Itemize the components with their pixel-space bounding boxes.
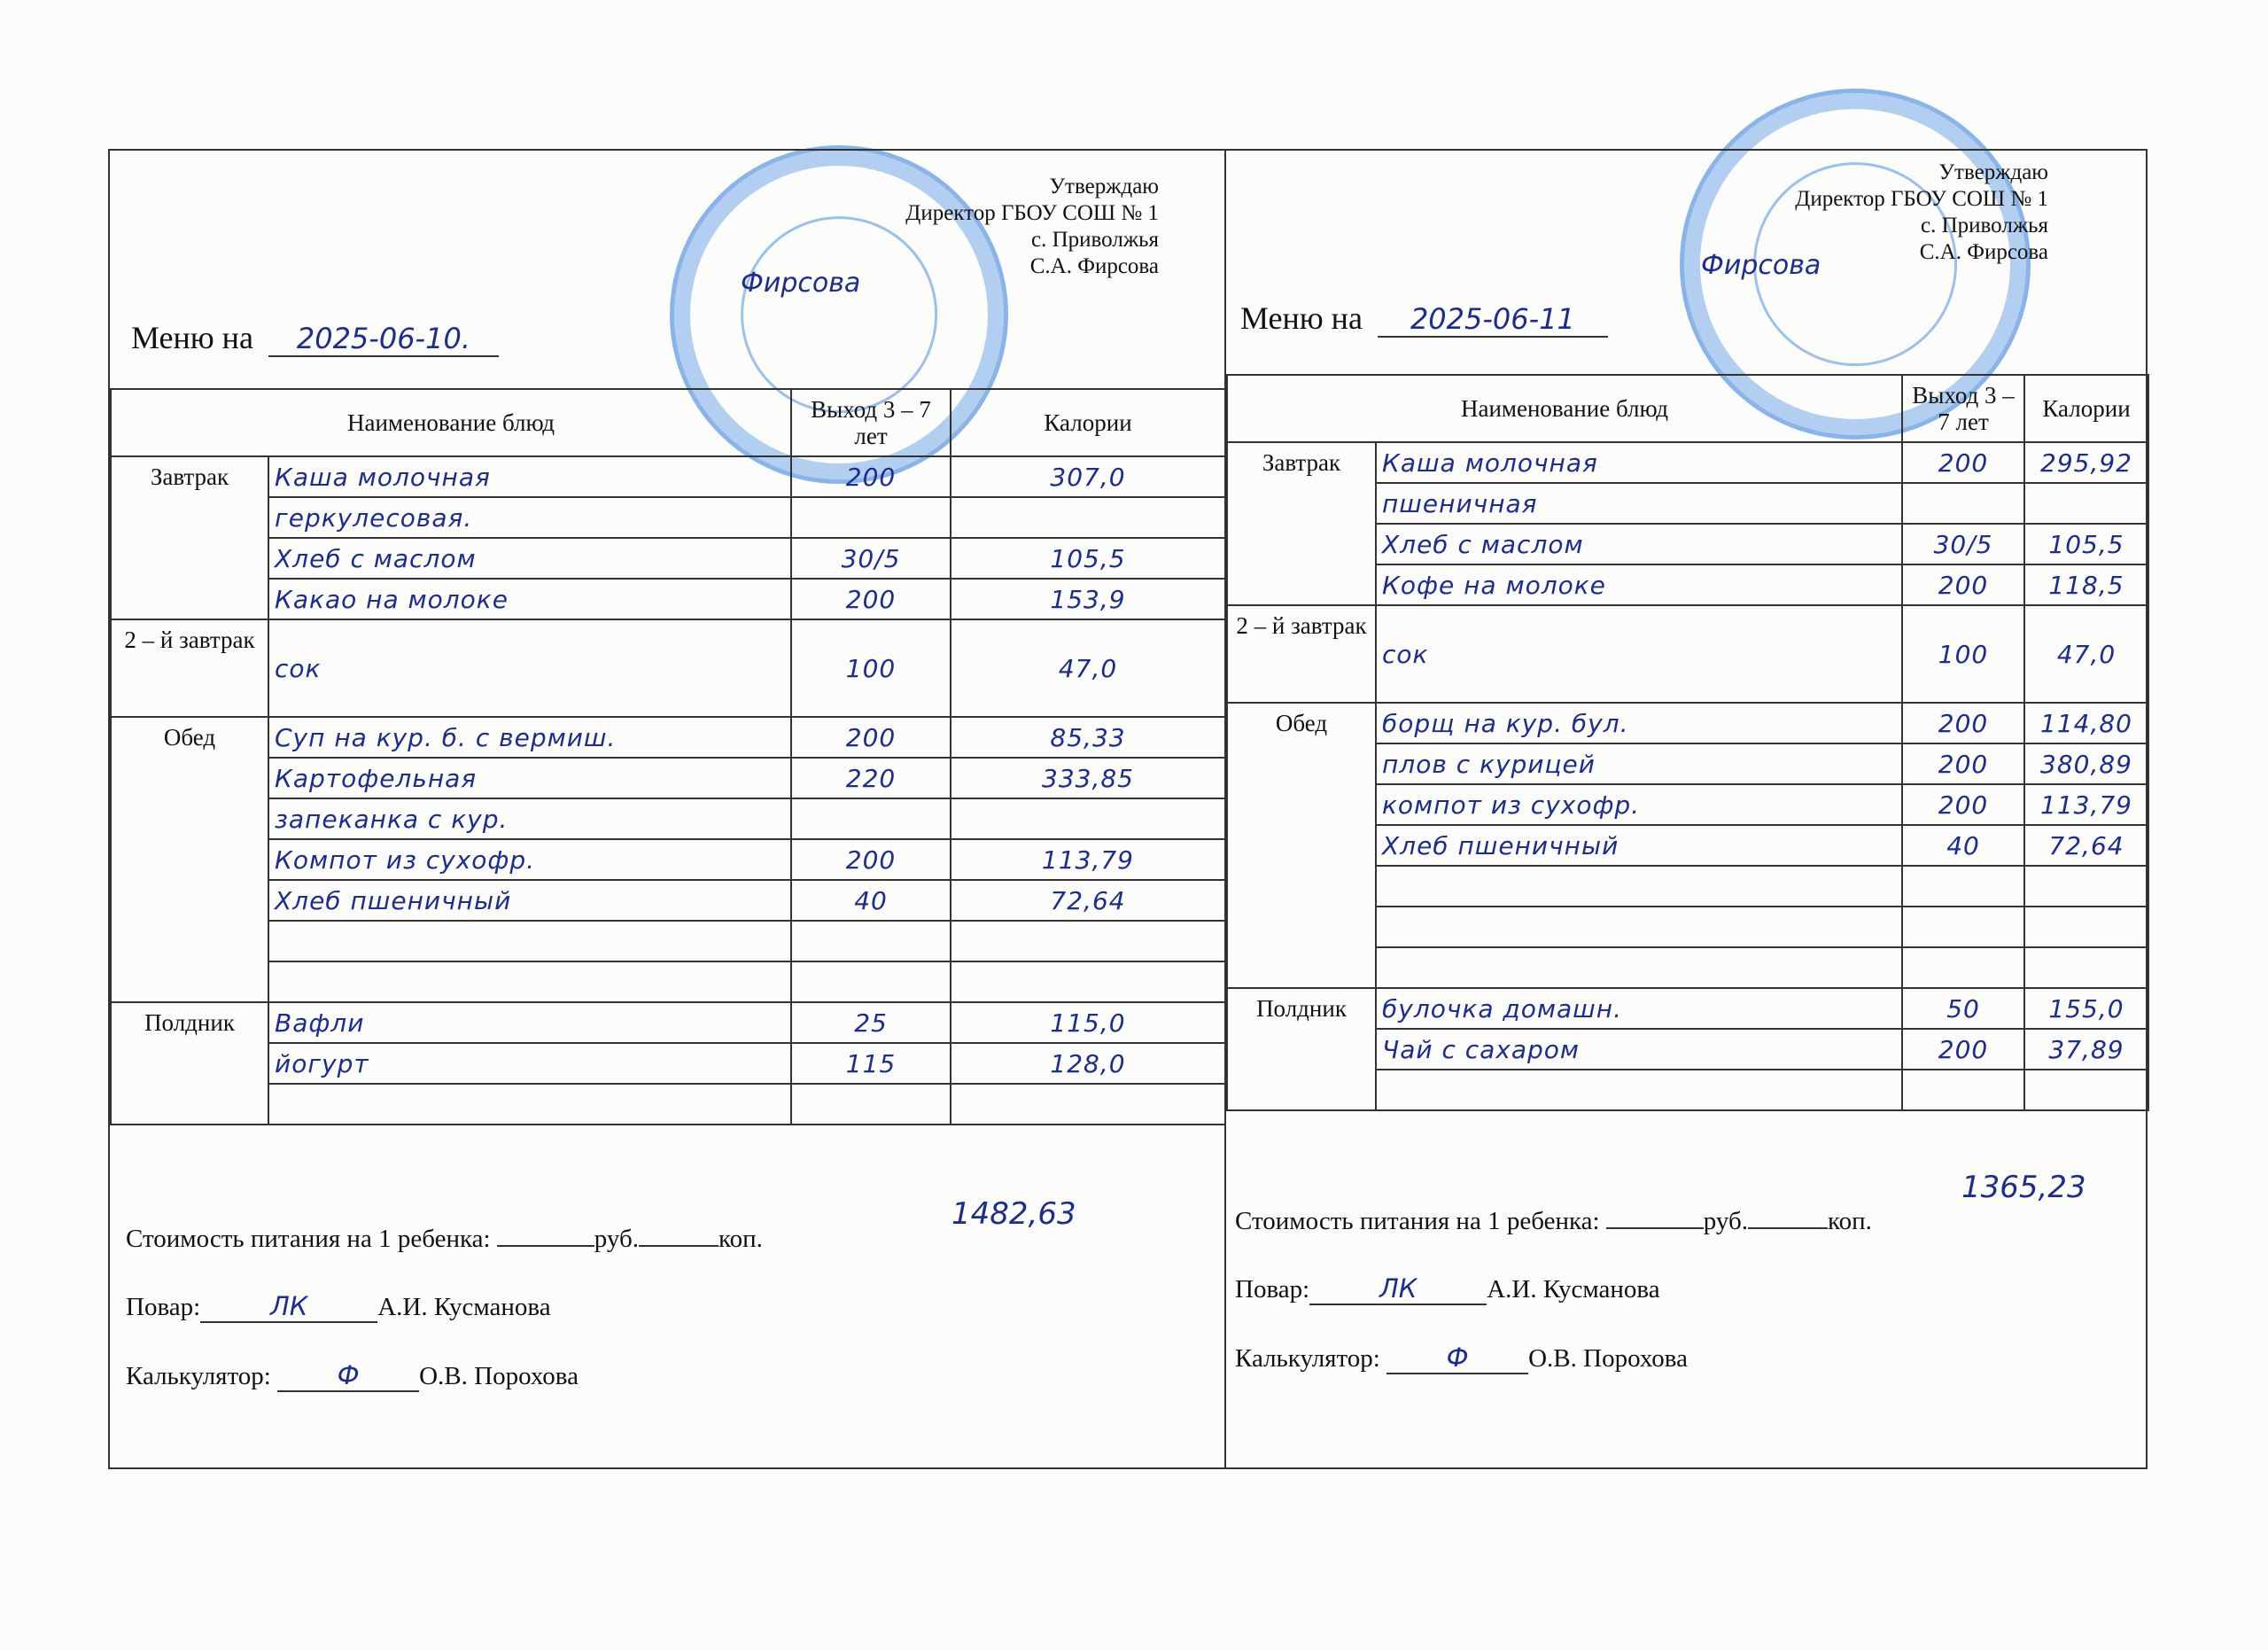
yield-cell: 100 (791, 619, 951, 717)
yield-cell: 200 (1902, 442, 2024, 483)
approve-title: Утверждаю (1049, 175, 1159, 198)
approve-title: Утверждаю (1938, 160, 2048, 184)
meal-breakfast: Завтрак (111, 456, 268, 619)
cook-name: А.И. Кусманова (377, 1293, 551, 1321)
header-yield: Выход 3 – 7 лет (791, 389, 951, 456)
dish-cell: Хлеб с маслом (268, 538, 791, 579)
calories-cell: 155,0 (2024, 988, 2148, 1029)
calc-line (1235, 1343, 1872, 1374)
table-row (111, 538, 1225, 579)
calories-cell: 37,89 (2024, 1029, 2148, 1070)
yield-cell: 40 (791, 880, 951, 921)
dish-cell (268, 961, 791, 1002)
approval-block (1795, 160, 2048, 266)
yield-cell: 30/5 (1902, 524, 2024, 564)
calories-cell: 85,33 (951, 717, 1225, 758)
menu-footer (1235, 1207, 1872, 1412)
menu-date-value: 2025-06-11 (1378, 302, 1608, 338)
dish-cell: Кофе на молоке (1376, 564, 1902, 605)
yield-cell (791, 798, 951, 839)
yield-cell: 30/5 (791, 538, 951, 579)
calories-cell: 115,0 (951, 1002, 1225, 1043)
yield-cell: 50 (1902, 988, 2024, 1029)
menu-table-header (111, 389, 1225, 456)
calc-name: О.В. Порохова (419, 1362, 579, 1390)
menu-frame (108, 149, 2148, 1469)
table-row (111, 1002, 1225, 1043)
calories-cell: 72,64 (2024, 825, 2148, 866)
total-calories: 1365,23 (1961, 1170, 2086, 1205)
calories-cell (2024, 907, 2148, 947)
menu-table-header (1227, 375, 2148, 442)
calc-name: О.В. Порохова (1528, 1344, 1688, 1373)
dish-cell: Суп на кур. б. с вермиш. (268, 717, 791, 758)
menu-date-line (131, 319, 499, 357)
dish-cell: компот из сухофр. (1376, 784, 1902, 825)
yield-cell: 25 (791, 1002, 951, 1043)
approve-place: с. Приволжья (1921, 214, 2048, 237)
dish-cell: геркулесовая. (268, 497, 791, 538)
dish-cell: Компот из сухофр. (268, 839, 791, 880)
table-row (111, 619, 1225, 717)
yield-cell: 200 (1902, 564, 2024, 605)
yield-cell: 200 (791, 839, 951, 880)
menu-footer (126, 1225, 763, 1429)
dish-cell (1376, 907, 1902, 947)
calories-cell: 105,5 (951, 538, 1225, 579)
calc-signature: Ф (277, 1360, 419, 1392)
dish-cell: сок (268, 619, 791, 717)
yield-cell: 200 (1902, 784, 2024, 825)
dish-cell: Какао на молоке (268, 579, 791, 619)
header-calories: Калории (951, 389, 1225, 456)
kop-label: коп. (1828, 1207, 1872, 1235)
calc-line (126, 1360, 763, 1392)
yield-cell: 200 (1902, 743, 2024, 784)
calories-cell (2024, 1070, 2148, 1110)
table-row (111, 758, 1225, 798)
kop-blank (1748, 1227, 1828, 1229)
yield-cell (1902, 483, 2024, 524)
calc-signature: Ф (1386, 1343, 1528, 1374)
cook-signature: ЛК (1309, 1273, 1487, 1305)
rub-label: руб. (594, 1225, 640, 1253)
calories-cell (951, 497, 1225, 538)
meal-snack: Полдник (111, 1002, 268, 1125)
table-row (111, 1043, 1225, 1084)
header-dish: Наименование блюд (111, 389, 791, 456)
yield-cell: 200 (791, 456, 951, 497)
dish-cell: булочка домашн. (1376, 988, 1902, 1029)
menu-table (1226, 374, 2149, 1111)
dish-cell: Каша молочная (268, 456, 791, 497)
yield-cell: 200 (791, 717, 951, 758)
menu-table (110, 388, 1226, 1125)
yield-cell: 100 (1902, 605, 2024, 703)
yield-cell (1902, 866, 2024, 907)
cost-label: Стоимость питания на 1 ребенка: (126, 1225, 491, 1253)
yield-cell: 40 (1902, 825, 2024, 866)
calories-cell: 295,92 (2024, 442, 2148, 483)
calories-cell: 47,0 (2024, 605, 2148, 703)
yield-cell (791, 921, 951, 961)
calories-cell (951, 961, 1225, 1002)
calories-cell (951, 1084, 1225, 1125)
cook-name: А.И. Кусманова (1487, 1275, 1660, 1304)
approve-place: с. Приволжья (1031, 228, 1159, 252)
dish-cell: Каша молочная (1376, 442, 1902, 483)
cook-line (126, 1291, 763, 1323)
cost-line (1235, 1207, 1872, 1236)
table-row (1227, 988, 2148, 1029)
calories-cell: 113,79 (2024, 784, 2148, 825)
calories-cell: 114,80 (2024, 703, 2148, 743)
yield-cell: 200 (1902, 1029, 2024, 1070)
director-signature: Фирсова (1701, 250, 1821, 281)
meal-breakfast: Завтрак (1227, 442, 1376, 605)
meal-lunch: Обед (1227, 703, 1376, 988)
table-row (111, 456, 1225, 497)
director-signature: Фирсова (741, 268, 861, 299)
calories-cell: 118,5 (2024, 564, 2148, 605)
calories-cell: 105,5 (2024, 524, 2148, 564)
table-row (1227, 442, 2148, 483)
approve-position: Директор ГБОУ СОШ № 1 (905, 201, 1159, 225)
table-row (1227, 703, 2148, 743)
dish-cell: Чай с сахаром (1376, 1029, 1902, 1070)
dish-cell (268, 1084, 791, 1125)
table-row (111, 880, 1225, 921)
dish-cell: сок (1376, 605, 1902, 703)
dish-cell: Хлеб пшеничный (268, 880, 791, 921)
approval-block (905, 174, 1159, 280)
table-row (111, 798, 1225, 839)
cook-label: Повар: (126, 1293, 201, 1321)
yield-cell: 200 (791, 579, 951, 619)
calories-cell: 333,85 (951, 758, 1225, 798)
yield-cell (1902, 947, 2024, 988)
yield-cell: 115 (791, 1043, 951, 1084)
cook-label: Повар: (1235, 1275, 1310, 1304)
header-yield: Выход 3 – 7 лет (1902, 375, 2024, 442)
calories-cell (2024, 947, 2148, 988)
menu-date-label: Меню на (131, 320, 253, 355)
calories-cell (951, 921, 1225, 961)
menu-date-label: Меню на (1240, 300, 1363, 336)
dish-cell: Вафли (268, 1002, 791, 1043)
kop-label: коп. (718, 1225, 763, 1253)
calories-cell: 153,9 (951, 579, 1225, 619)
dish-cell: плов с курицей (1376, 743, 1902, 784)
cook-signature: ЛК (200, 1291, 377, 1323)
cost-label: Стоимость питания на 1 ребенка: (1235, 1207, 1600, 1235)
header-dish: Наименование блюд (1227, 375, 1902, 442)
yield-cell (1902, 907, 2024, 947)
approve-name: С.А. Фирсова (1919, 240, 2048, 264)
dish-cell (268, 921, 791, 961)
meal-snack: Полдник (1227, 988, 1376, 1110)
table-row (111, 579, 1225, 619)
calories-cell: 113,79 (951, 839, 1225, 880)
dish-cell: запеканка с кур. (268, 798, 791, 839)
calories-cell (2024, 866, 2148, 907)
meal-lunch: Обед (111, 717, 268, 1002)
yield-cell: 200 (1902, 703, 2024, 743)
dish-cell: йогурт (268, 1043, 791, 1084)
table-row (111, 717, 1225, 758)
calories-cell: 72,64 (951, 880, 1225, 921)
approve-name: С.А. Фирсова (1029, 254, 1159, 278)
cost-line (126, 1225, 763, 1254)
yield-cell (1902, 1070, 2024, 1110)
menu-date-line (1240, 300, 1608, 338)
table-row (1227, 605, 2148, 703)
rub-blank (497, 1245, 594, 1247)
approve-position: Директор ГБОУ СОШ № 1 (1795, 187, 2048, 211)
yield-cell (791, 961, 951, 1002)
yield-cell: 220 (791, 758, 951, 798)
calc-label: Калькулятор: (126, 1362, 271, 1390)
calories-cell: 380,89 (2024, 743, 2148, 784)
table-row (111, 1084, 1225, 1125)
dish-cell: борщ на кур. бул. (1376, 703, 1902, 743)
kop-blank (639, 1245, 718, 1247)
dish-cell: Хлеб с маслом (1376, 524, 1902, 564)
cook-line (1235, 1273, 1872, 1305)
calc-label: Калькулятор: (1235, 1344, 1380, 1373)
total-calories: 1482,63 (951, 1196, 1076, 1232)
yield-cell (791, 1084, 951, 1125)
yield-cell (791, 497, 951, 538)
dish-cell (1376, 947, 1902, 988)
dish-cell: пшеничная (1376, 483, 1902, 524)
rub-label: руб. (1703, 1207, 1749, 1235)
calories-cell: 47,0 (951, 619, 1225, 717)
dish-cell: Хлеб пшеничный (1376, 825, 1902, 866)
table-row (111, 839, 1225, 880)
calories-cell (951, 798, 1225, 839)
rub-blank (1606, 1227, 1704, 1229)
calories-cell: 307,0 (951, 456, 1225, 497)
meal-second-breakfast: 2 – й завтрак (111, 619, 268, 717)
dish-cell (1376, 866, 1902, 907)
meal-second-breakfast: 2 – й завтрак (1227, 605, 1376, 703)
table-row (111, 921, 1225, 961)
header-calories: Калории (2024, 375, 2148, 442)
dish-cell (1376, 1070, 1902, 1110)
table-row (111, 497, 1225, 538)
calories-cell: 128,0 (951, 1043, 1225, 1084)
table-row (111, 961, 1225, 1002)
menu-date-value: 2025-06-10. (268, 322, 499, 357)
dish-cell: Картофельная (268, 758, 791, 798)
calories-cell (2024, 483, 2148, 524)
